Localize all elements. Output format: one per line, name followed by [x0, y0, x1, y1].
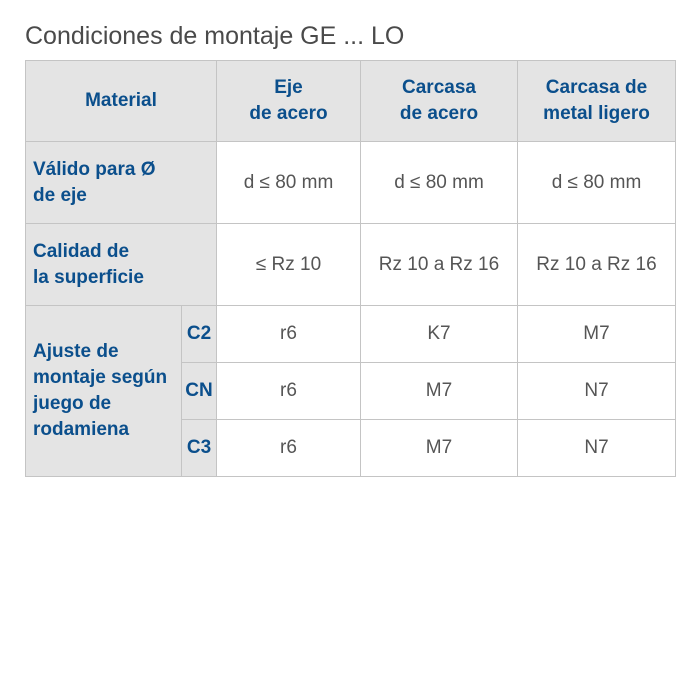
sub-label-cn: CN	[182, 363, 217, 420]
table-row-ajuste-c2	[26, 306, 676, 363]
header-carcasa-metal-ligero: Carcasa de metal ligero	[518, 61, 676, 142]
table-cell: M7	[361, 363, 518, 420]
table-cell: N7	[518, 420, 676, 477]
header-carcasa-de-acero: Carcasa de acero	[361, 61, 518, 142]
mounting-conditions-table	[25, 60, 676, 477]
table-cell: r6	[217, 363, 361, 420]
sub-label-c3: C3	[182, 420, 217, 477]
table-cell: r6	[217, 306, 361, 363]
table-cell: ≤ Rz 10	[217, 224, 361, 306]
table-cell: Rz 10 a Rz 16	[518, 224, 676, 306]
table-cell: N7	[518, 363, 676, 420]
table-cell: K7	[361, 306, 518, 363]
header-row	[26, 61, 676, 142]
header-material: Material	[26, 61, 217, 142]
page-title: Condiciones de montaje GE ... LO	[25, 22, 405, 50]
table-cell: Rz 10 a Rz 16	[361, 224, 518, 306]
table-row-calidad	[26, 224, 676, 306]
table-cell: d ≤ 80 mm	[217, 142, 361, 224]
table-cell: M7	[518, 306, 676, 363]
table-row-valido	[26, 142, 676, 224]
table-cell: M7	[361, 420, 518, 477]
row-label-valido: Válido para Ø de eje	[26, 142, 217, 224]
header-eje-de-acero: Eje de acero	[217, 61, 361, 142]
sub-label-c2: C2	[182, 306, 217, 363]
row-label-calidad: Calidad de la superficie	[26, 224, 217, 306]
row-label-ajuste: Ajuste de montaje según juego de rodamiena	[26, 306, 182, 477]
table-cell: r6	[217, 420, 361, 477]
table-cell: d ≤ 80 mm	[518, 142, 676, 224]
table-cell: d ≤ 80 mm	[361, 142, 518, 224]
